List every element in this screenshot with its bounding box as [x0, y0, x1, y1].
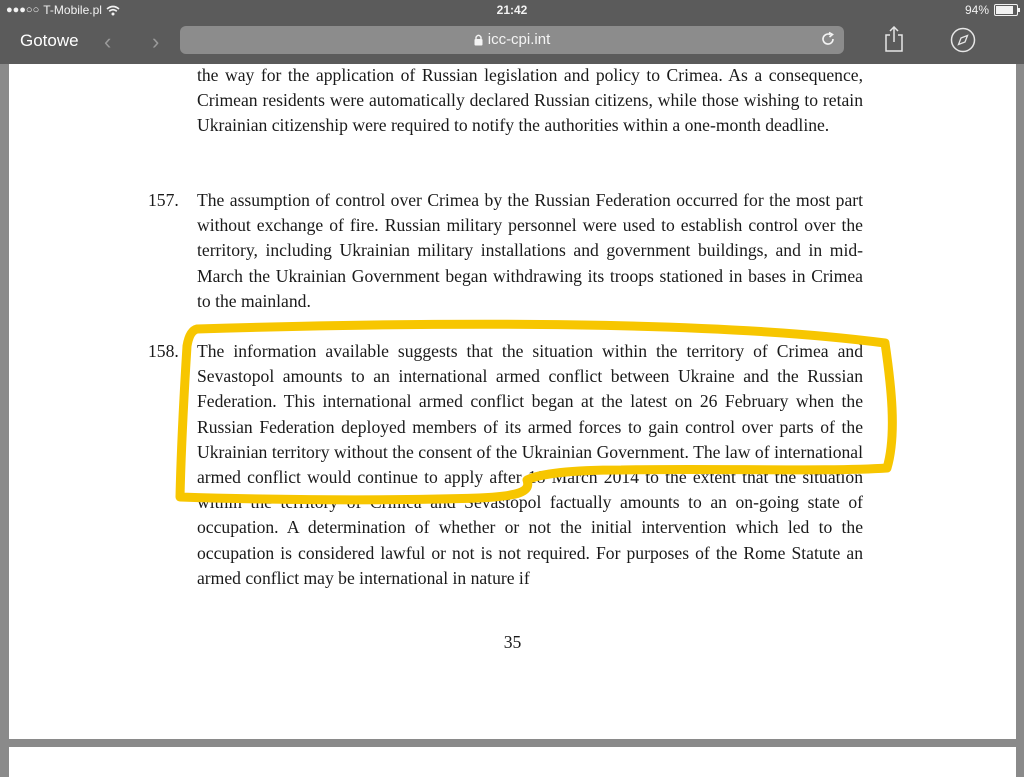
share-icon[interactable]	[884, 26, 904, 52]
continuation-paragraph: the way for the application of Russian legislation and policy to Crimea. As a consequence, Crimean residents were automatically declared Russian citizens, while those wishing to retain Ukrainian citizenship were required to notify the authorities within a one-month deadline.	[197, 65, 863, 136]
address-bar[interactable]	[180, 26, 844, 54]
back-chevron-icon[interactable]: ‹	[104, 29, 112, 54]
paragraph-number: 157.	[148, 190, 179, 210]
signal-strength-icon: ●●●○○	[6, 4, 40, 16]
forward-chevron-icon[interactable]: ›	[152, 29, 160, 54]
paragraph-text: The information available suggests that the situation within the territory of Crimea and Sevastopol amounts to an international armed conflict between Ukraine and the Russian Federation. This international armed conflict began at the latest on 26 February when the Russian Federation deployed members of its armed forces to gain control over parts of the Ukrainian territory without the consent of the Ukrainian Government. The law of international armed conflict would continue to apply after 18 March 2014 to the extent that the situation within the territory of Crimea and Sevastopol factually amounts to an on-going state of occupation. A determination of whether or not the initial intervention which led to the occupation is considered lawful or not is not required. For purposes of the Rome Statute an armed conflict may be international in nature if	[197, 341, 863, 588]
next-pdf-page	[9, 747, 1016, 777]
status-bar	[0, 0, 1024, 20]
pdf-page	[9, 64, 1016, 739]
battery-icon	[994, 4, 1018, 16]
lock-icon	[474, 34, 483, 46]
battery-percent: 94%	[964, 3, 989, 17]
safari-toolbar	[0, 20, 1024, 64]
url-text: icc-cpi.int	[487, 31, 551, 48]
reload-icon[interactable]	[820, 31, 836, 47]
status-time: 21:42	[496, 3, 528, 17]
browser-chrome	[0, 0, 1024, 64]
paragraph-number: 158.	[148, 341, 179, 361]
compass-icon[interactable]	[950, 27, 976, 53]
page-number: 35	[503, 632, 522, 652]
carrier-name: T-Mobile.pl	[43, 3, 102, 17]
done-button[interactable]: Gotowe	[20, 31, 79, 50]
paragraph-text: The assumption of control over Crimea by the Russian Federation occurred for the most part without exchange of fire. Russian military personnel were used to establish control over the territory, including Ukrainian military installations and government buildings, and in mid-March the Ukrainian Government began withdrawing its troops stationed in bases in Crimea to the mainland.	[197, 190, 863, 311]
